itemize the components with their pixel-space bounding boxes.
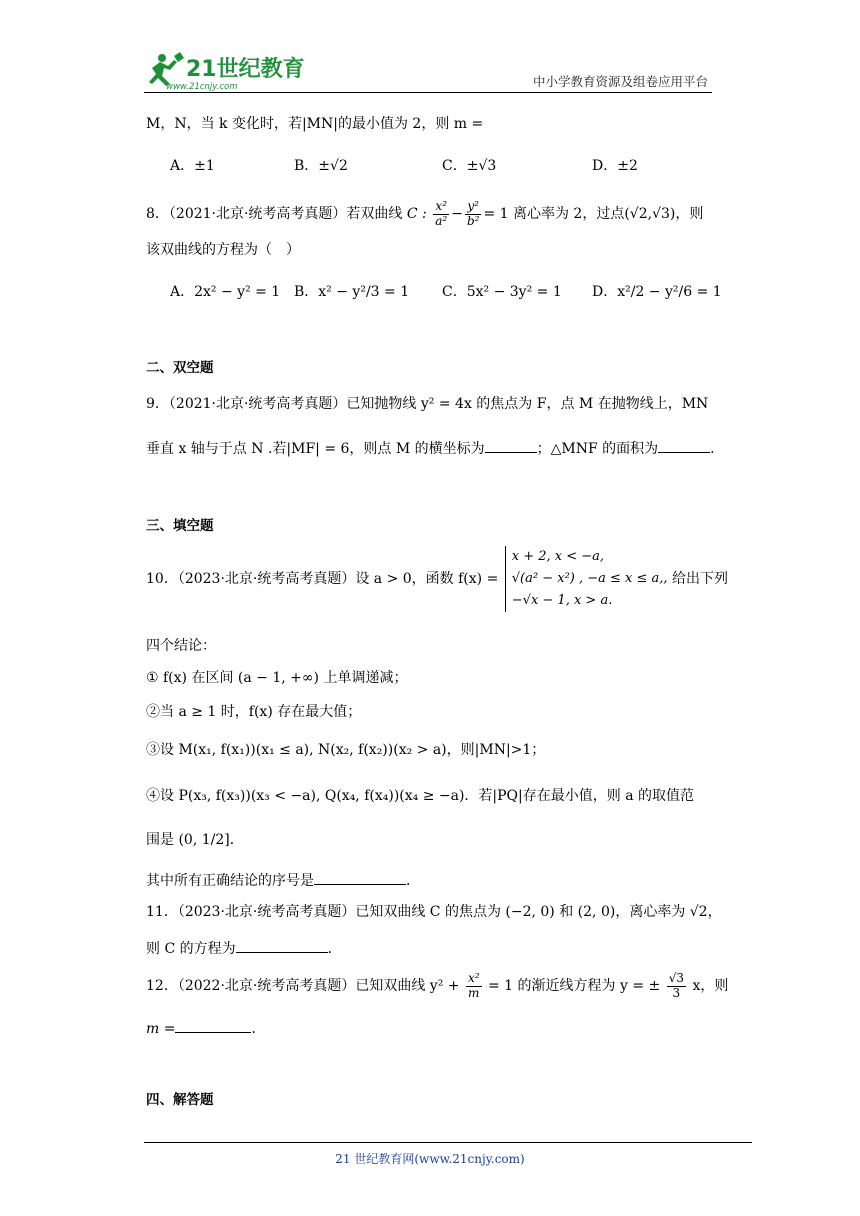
q12-blank[interactable] — [175, 1018, 251, 1033]
q8-text-3: 该双曲线的方程为（ ） — [146, 242, 300, 258]
q12-text-a: 12．（2022·北京·统考高考真题）已知双曲线 y² + — [146, 978, 460, 994]
q10-case-3: −√x − 1, x > a. — [511, 593, 613, 609]
q8-curve-label: C : — [406, 206, 427, 222]
q8-text-1: 8．（2021·北京·统考高考真题）若双曲线 — [146, 206, 403, 222]
logo-url: www.21cnjy.com — [166, 82, 238, 92]
q9-blank-1[interactable] — [485, 438, 537, 453]
q10-piecewise — [505, 546, 668, 612]
q10-lead: 10．（2023·北京·统考高考真题）设 a > 0，函数 f(x) = — [146, 571, 499, 588]
q10-conclusion-1: ① f(x) 在区间 (a − 1, +∞) 上单调递减； — [146, 670, 408, 686]
q10-line-2: 四个结论： — [146, 638, 216, 654]
q10-blank[interactable] — [314, 870, 406, 885]
q7-option-a: A．±1 — [170, 158, 215, 174]
q9-line-1: 9．（2021·北京·统考高考真题）已知抛物线 y² = 4x 的焦点为 F，点 M 在抛物线上，MN — [146, 396, 709, 412]
q12-line-1 — [146, 966, 728, 1006]
q11-line-2: 则 C 的方程为 ． — [146, 938, 342, 960]
q8-frac-y: $\frac{\text{y²}}{\text{b²}}$ — [466, 199, 480, 228]
q8-option-c: C．5x² − 3y² = 1 — [442, 284, 562, 300]
header-platform-text: 中小学教育资源及组卷应用平台 — [532, 74, 708, 89]
q10-conclusion-4b: 围是 (0, 1/2]． — [146, 832, 244, 848]
q9-text-b: ；△MNF 的面积为 — [536, 441, 659, 457]
q7-option-d: D．±2 — [592, 158, 638, 174]
q8-option-d: D．x²/2 − y²/6 = 1 — [592, 284, 722, 300]
q10-case-1: x + 2, x < −a, — [511, 549, 605, 564]
q7-option-b: B．±√2 — [294, 158, 348, 174]
q8-frac-x: $\frac{\text{x²}}{\text{a²}}$ — [435, 199, 448, 228]
q10-ask: 其中所有正确结论的序号是 ． — [146, 870, 420, 892]
section-title-fill-blank: 三、填空题 — [146, 518, 214, 534]
q11-line-1: 11．（2023·北京·统考高考真题）已知双曲线 C 的焦点为 (−2, 0) 和 (2, 0)，离心率为 √2， — [146, 904, 722, 920]
q10-case-2: √(a² − x²) , −a ≤ x ≤ a,, — [511, 571, 668, 587]
q8-option-a: A．2x² − y² = 1 — [170, 284, 281, 300]
site-logo — [144, 50, 319, 92]
header-divider — [144, 92, 712, 93]
q9-text-c: . — [710, 441, 715, 457]
section-title-solution: 四、解答题 — [146, 1092, 214, 1108]
q10-tail: 给出下列 — [672, 571, 729, 588]
q8-text-2: 离心率为 2，过点(√2,√3)，则 — [512, 206, 704, 222]
q7-option-c: C．±√3 — [442, 158, 497, 174]
q9-line-2 — [146, 438, 715, 460]
q7-stem-tail: M，N，当 k 变化时，若|MN|的最小值为 2，则 m = — [146, 116, 484, 132]
q9-text-a: 垂直 x 轴与于点 N .若|MF| = 6，则点 M 的横坐标为 — [146, 441, 485, 457]
logo-text: 21世纪教育 — [186, 57, 305, 82]
footer-text[interactable]: 21 世纪教育网(www.21cnjy.com) — [335, 1152, 525, 1166]
q11-text: 则 C 的方程为 — [146, 941, 236, 957]
q10-ask-text: 其中所有正确结论的序号是 — [146, 873, 314, 889]
q10-conclusion-3: ③设 M(x₁, f(x₁))(x₁ ≤ a), N(x₂, f(x₂))(x₂ > a)，则|MN|>1； — [146, 742, 546, 758]
q12-line-2: m = ． — [146, 1018, 265, 1040]
q8-stem: 8．（2021·北京·统考高考真题）若双曲线 C : $\frac{\text{x²}}{\text{a²}}$ − $\frac{\text{y²}}{\text{b²}}$ = 1 离心率为 2，过点(√2,√3)，则 — [146, 199, 704, 228]
section-title-double-blank: 二、双空题 — [146, 360, 214, 376]
q12-frac-slope: $\frac{√3}{3}$ — [668, 971, 684, 1000]
q12-text-c: x，则 — [692, 978, 729, 994]
q9-blank-2[interactable] — [658, 438, 710, 453]
q12-text-b: = 1 的渐近线方程为 y = ± — [487, 978, 661, 994]
q11-blank[interactable] — [236, 938, 328, 953]
footer-divider — [144, 1142, 752, 1143]
q8-option-b: B．x² − y²/3 = 1 — [294, 284, 410, 300]
q10-conclusion-2: ②当 a ≥ 1 时，f(x) 存在最大值； — [146, 704, 362, 720]
q12-frac-x: $\frac{\text{x²}}{m}$ — [467, 971, 480, 1000]
q10-conclusion-4a: ④设 P(x₃, f(x₃))(x₃ < −a), Q(x₄, f(x₄))(x₄ ≥ −a)．若|PQ|存在最小值，则 a 的取值范 — [146, 788, 694, 804]
q10-stem — [146, 546, 728, 612]
q12-text-m: m = — [146, 1021, 176, 1037]
